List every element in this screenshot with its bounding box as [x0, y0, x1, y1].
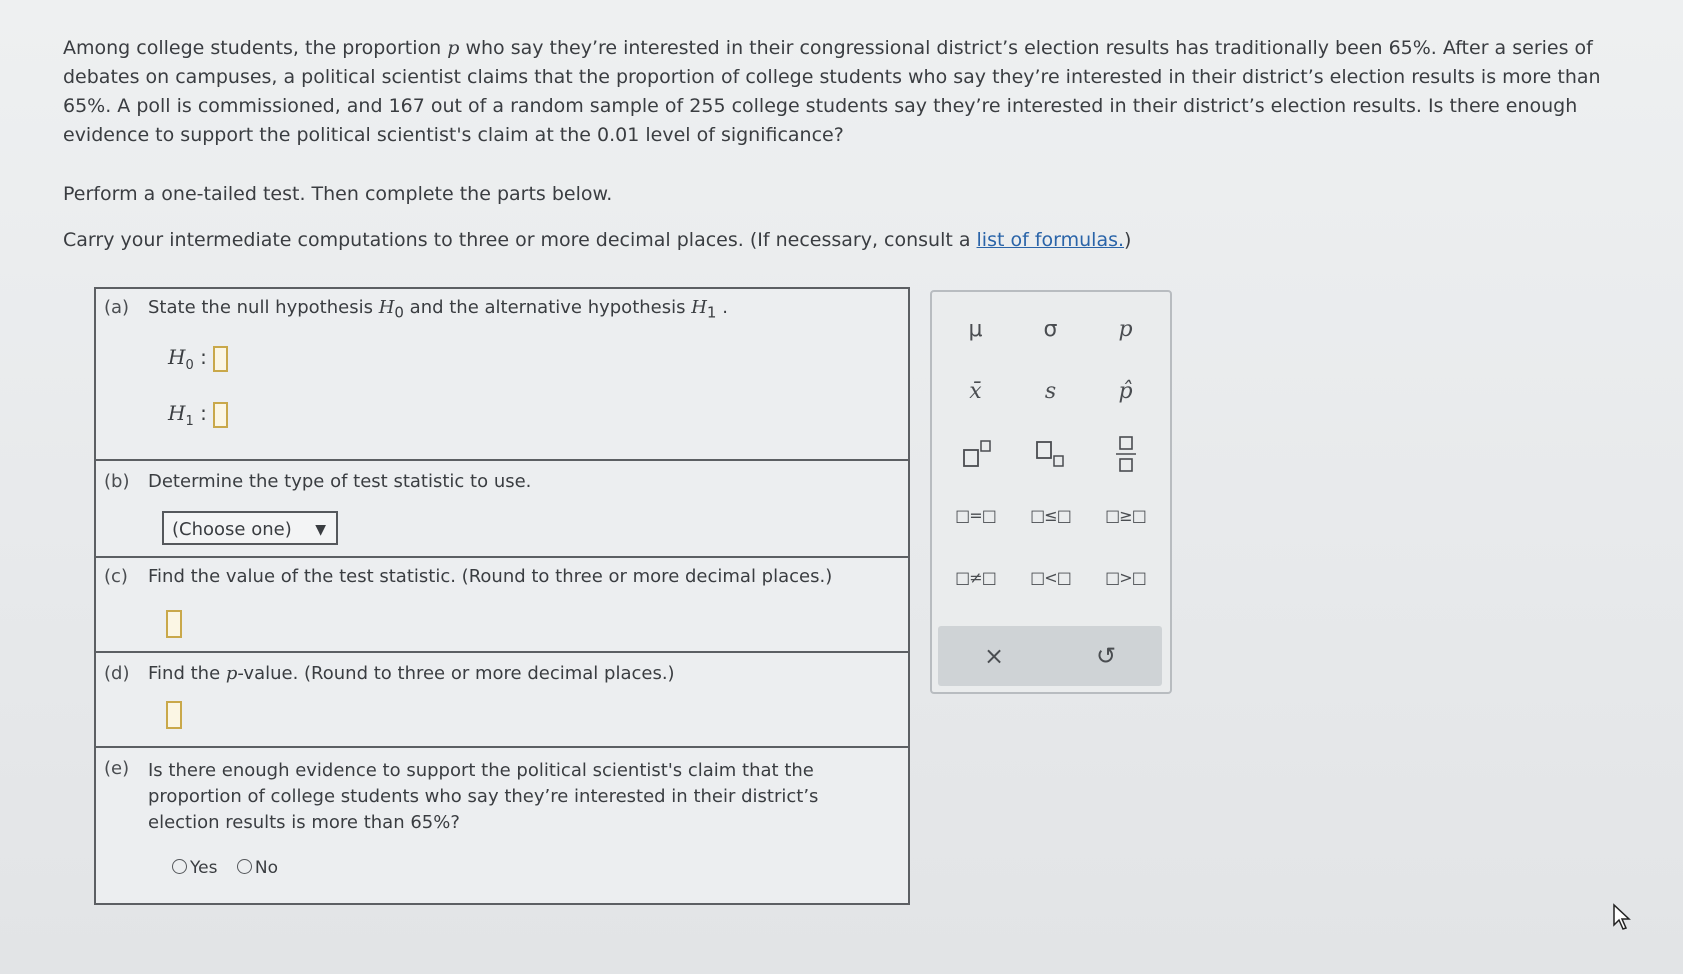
part-c-label: (c) [104, 566, 128, 587]
sigma-button[interactable]: σ [1043, 317, 1058, 342]
alternative-hypothesis-input[interactable] [213, 402, 228, 428]
fraction-icon [1106, 432, 1146, 476]
equals-button[interactable]: □=□ [955, 506, 996, 525]
part-e-row [96, 748, 908, 903]
part-d-label: (d) [104, 663, 130, 684]
part-d-prompt: Find the p-value. (Round to three or more decimal places.) [148, 663, 675, 684]
test-statistic-input[interactable] [166, 610, 182, 638]
clear-button[interactable]: × [983, 642, 1005, 670]
fraction-button[interactable] [1088, 424, 1163, 484]
formulas-link[interactable]: list of formulas. [976, 229, 1125, 251]
greater-than-button[interactable]: □>□ [1105, 568, 1146, 587]
x-bar-button[interactable]: x̄ [969, 379, 982, 404]
part-c-prompt: Find the value of the test statistic. (Round to three or more decimal places.) [148, 566, 833, 587]
superscript-button[interactable] [938, 424, 1013, 484]
greater-equal-button[interactable]: □≥□ [1105, 506, 1146, 525]
no-radio[interactable] [237, 859, 252, 874]
yes-label: Yes [190, 858, 218, 878]
instruction-decimals: Carry your intermediate computations to three or more decimal places. (If necessary, consult a list of formulas.) [63, 229, 1132, 251]
part-b-label: (b) [104, 471, 130, 492]
null-hypothesis: $H_0$ : [168, 345, 228, 373]
subscript-icon [1031, 434, 1071, 474]
null-hypothesis-input[interactable] [213, 346, 228, 372]
part-a-row [96, 289, 908, 461]
problem-paragraph: Among college students, the proportion p who say they’re interested in their congressional district’s election results has traditionally been 65%. After a series of debates on campuses, a political scientist claims that the proportion of college students who say they’re interested in their district’s election results is more than 65%. A poll is commissioned, and 167 out of a random sample of 255 college students say they’re interested in their district’s election results. Is there enough evidence to support the political scientist's claim at the 0.01 level of significance? [63, 37, 1601, 146]
part-b-row [96, 461, 908, 558]
problem-statement [63, 34, 1633, 251]
p-button[interactable]: p [1118, 317, 1133, 342]
part-e-label: (e) [104, 758, 130, 779]
s-button[interactable]: s [1044, 379, 1057, 404]
part-a-prompt: State the null hypothesis $H_0$ and the alternative hypothesis $H_1$ . [148, 297, 728, 322]
subscript-button[interactable] [1013, 424, 1088, 484]
part-d-row [96, 653, 908, 748]
yes-radio[interactable] [172, 859, 187, 874]
part-e-prompt: Is there enough evidence to support the political scientist's claim that the proportion of college students who say they’re interested in their district’s election results is more than 65%? [148, 760, 819, 833]
alternative-hypothesis: $H_1$ : [168, 401, 228, 429]
evidence-radio-group [172, 858, 292, 878]
less-than-button[interactable]: □<□ [1030, 568, 1071, 587]
not-equal-button[interactable]: □≠□ [955, 568, 996, 587]
undo-button[interactable]: ↺ [1095, 642, 1117, 670]
instruction-one-tailed: Perform a one-tailed test. Then complete the parts below. [63, 183, 613, 205]
palette-footer [938, 626, 1162, 686]
mu-button[interactable]: μ [968, 317, 983, 342]
test-statistic-dropdown[interactable]: (Choose one) ▼ [162, 511, 338, 545]
p-hat-button[interactable]: p̂ [1118, 379, 1133, 404]
part-a-label: (a) [104, 297, 130, 318]
dropdown-arrow-icon: ▼ [315, 522, 326, 538]
less-equal-button[interactable]: □≤□ [1030, 506, 1071, 525]
question-table [94, 287, 910, 905]
mouse-cursor-icon [1612, 903, 1634, 931]
part-b-prompt: Determine the type of test statistic to use. [148, 471, 532, 492]
no-label: No [254, 858, 278, 878]
math-symbol-palette [930, 290, 1172, 694]
part-c-row [96, 558, 908, 653]
superscript-icon [956, 434, 996, 474]
p-value-input[interactable] [166, 701, 182, 729]
